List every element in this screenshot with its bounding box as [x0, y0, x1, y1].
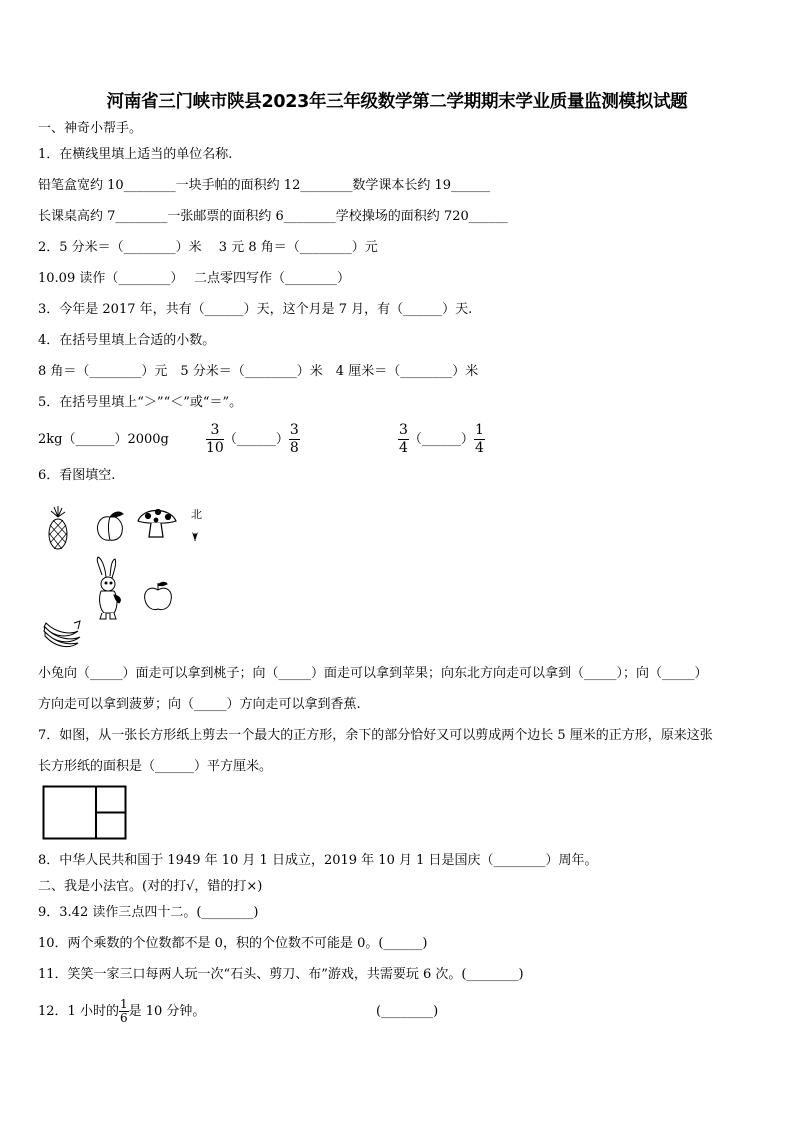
q12-text: 12．1 小时的 $\frac{1}{6}$ 是 10 分钟。	[38, 997, 206, 1025]
q5-compare-fractions-2	[398, 420, 485, 460]
fraction-3-8: $\frac{3}{8}$	[289, 422, 299, 456]
peach-icon	[98, 512, 124, 540]
q9-text: 9．3.42 读作三点四十二。(________)	[38, 905, 259, 920]
q6-row-2: 方向走可以拿到菠萝；向（_____）方向走可以拿到香蕉.	[38, 697, 361, 712]
q7-row-2: 长方形纸的面积是（______）平方厘米。	[38, 759, 273, 774]
mushroom-icon	[138, 510, 176, 538]
pineapple-icon	[49, 506, 67, 549]
q5-title: 5．在括号里填上“＞”“＜”或“＝”。	[38, 395, 243, 410]
q11-text: 11．笑笑一家三口每两人玩一次“石头、剪刀、布”游戏，共需要玩 6 次。(________)	[38, 967, 524, 982]
fraction-1-6: $\frac{1}{6}$	[119, 997, 128, 1025]
q12-blank: (________)	[376, 1004, 439, 1019]
q6-title: 6．看图填空.	[38, 468, 116, 483]
fraction-3-4: $\frac{3}{4}$	[399, 422, 408, 456]
fraction-3-10: $\frac{3}{10}$	[206, 422, 224, 456]
q6-figure	[40, 505, 220, 655]
q7-rectangle-figure	[42, 785, 128, 841]
q4-title: 4．在括号里填上合适的小数。	[38, 333, 216, 348]
apple-icon	[145, 582, 172, 609]
fraction-1-4: $\frac{1}{4}$	[474, 422, 484, 456]
q7-row-1: 7．如图，从一张长方形纸上剪去一个最大的正方形，余下的部分恰好又可以剪成两个边长 5 厘米的正方形，原来这张	[38, 728, 713, 743]
q3-text: 3．今年是 2017 年，共有（______）天，这个月是 7 月，有（______）天.	[38, 302, 473, 317]
q5-compare-weight: 2kg（______）2000g	[38, 432, 169, 447]
section-1-heading: 一、神奇小帮手。	[38, 121, 143, 136]
banana-icon	[44, 621, 80, 647]
q1-row-2: 长课桌高约 7________一张邮票的面积约 6________学校操场的面积约 720______	[38, 209, 508, 224]
q6-row-1: 小兔向（_____）面走可以拿到桃子；向（_____）面走可以拿到苹果；向东北方向走可以拿到（_____）；向（_____）	[38, 666, 708, 681]
q10-text: 10．两个乘数的个位数都不是 0，积的个位数不可能是 0。(______)	[38, 936, 428, 951]
q2-row-2: 10.09 读作（________） 二点零四写作（________）	[38, 271, 350, 286]
q5-compare-fractions-1	[206, 420, 300, 460]
north-label: 北	[191, 508, 202, 521]
north-arrow-icon	[192, 532, 198, 541]
q5-blank-3: （______）	[408, 432, 474, 447]
rabbit-icon	[97, 557, 120, 619]
section-2-heading: 二、我是小法官。(对的打√，错的打×)	[38, 879, 263, 894]
q4-row: 8 角＝（________）元 5 分米＝（________）米 4 厘米＝（________）米	[38, 364, 479, 379]
q5-blank-2: （______）	[223, 432, 289, 447]
q2-row-1: 2．5 分米＝（________）米 3 元 8 角＝（________）元	[38, 240, 378, 255]
q1-row-1: 铅笔盒宽约 10________一块手帕的面积约 12________数学课本长约 19______	[38, 178, 491, 193]
q1-title: 1．在横线里填上适当的单位名称.	[38, 147, 233, 162]
page-title: 河南省三门峡市陕县2023年三年级数学第二学期期末学业质量监测模拟试题	[106, 92, 688, 112]
q8-text: 8．中华人民共和国于 1949 年 10 月 1 日成立，2019 年 10 月 1 日是国庆（________）周年。	[38, 853, 598, 868]
